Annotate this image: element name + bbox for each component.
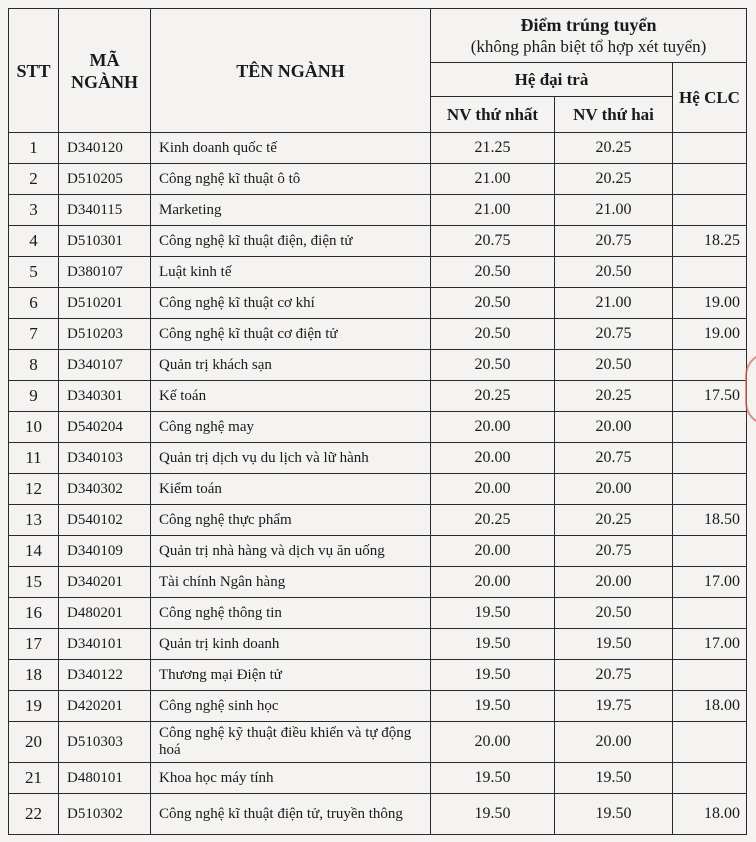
table-row bbox=[9, 319, 747, 350]
admission-score-table bbox=[8, 8, 747, 835]
header-diem bbox=[431, 9, 747, 63]
header-ten-nganh: TÊN NGÀNH bbox=[151, 9, 431, 133]
header-diem-subtitle: (không phân biệt tổ hợp xét tuyển) bbox=[470, 36, 707, 56]
cell-clc: 18.25 bbox=[673, 226, 747, 257]
cell-ten-nganh: Quản trị dịch vụ du lịch và lữ hành bbox=[151, 443, 431, 474]
table-row bbox=[9, 660, 747, 691]
cell-ten-nganh: Công nghệ kĩ thuật cơ điện tử bbox=[151, 319, 431, 350]
cell-ma-nganh: D510203 bbox=[59, 319, 151, 350]
cell-ma-nganh: D340115 bbox=[59, 195, 151, 226]
table-row bbox=[9, 412, 747, 443]
cell-stt: 13 bbox=[9, 505, 59, 536]
cell-stt: 20 bbox=[9, 722, 59, 763]
cell-stt: 9 bbox=[9, 381, 59, 412]
header-stt: STT bbox=[9, 9, 59, 133]
cell-ten-nganh: Công nghệ kỹ thuật điều khiển và tự động hoá bbox=[151, 722, 431, 763]
cell-nv1: 19.50 bbox=[431, 794, 555, 835]
cell-ten-nganh: Kinh doanh quốc tế bbox=[151, 133, 431, 164]
cell-nv2: 20.75 bbox=[555, 226, 673, 257]
cell-clc: 17.00 bbox=[673, 567, 747, 598]
cell-clc: 17.00 bbox=[673, 629, 747, 660]
cell-stt: 18 bbox=[9, 660, 59, 691]
cell-nv2: 19.50 bbox=[555, 629, 673, 660]
cell-nv1: 19.50 bbox=[431, 691, 555, 722]
cell-stt: 16 bbox=[9, 598, 59, 629]
cell-ten-nganh: Công nghệ thực phẩm bbox=[151, 505, 431, 536]
cell-ma-nganh: D540204 bbox=[59, 412, 151, 443]
cell-stt: 11 bbox=[9, 443, 59, 474]
table-row bbox=[9, 133, 747, 164]
cell-ten-nganh: Marketing bbox=[151, 195, 431, 226]
table-row bbox=[9, 288, 747, 319]
cell-nv2: 20.75 bbox=[555, 660, 673, 691]
table-row bbox=[9, 536, 747, 567]
cell-stt: 6 bbox=[9, 288, 59, 319]
header-he-clc: Hệ CLC bbox=[673, 63, 747, 133]
cell-ma-nganh: D540102 bbox=[59, 505, 151, 536]
cell-ten-nganh: Quản trị khách sạn bbox=[151, 350, 431, 381]
table-row bbox=[9, 567, 747, 598]
cell-stt: 5 bbox=[9, 257, 59, 288]
cell-nv1: 20.50 bbox=[431, 350, 555, 381]
cell-nv1: 20.50 bbox=[431, 319, 555, 350]
cell-ten-nganh: Luật kinh tế bbox=[151, 257, 431, 288]
cell-nv2: 21.00 bbox=[555, 195, 673, 226]
table-row bbox=[9, 381, 747, 412]
cell-nv1: 21.00 bbox=[431, 195, 555, 226]
cell-clc: 18.00 bbox=[673, 691, 747, 722]
table-row bbox=[9, 164, 747, 195]
cell-clc bbox=[673, 195, 747, 226]
table-row bbox=[9, 691, 747, 722]
cell-ma-nganh: D340101 bbox=[59, 629, 151, 660]
cell-ten-nganh: Quản trị kinh doanh bbox=[151, 629, 431, 660]
cell-nv2: 20.50 bbox=[555, 350, 673, 381]
cell-ma-nganh: D340302 bbox=[59, 474, 151, 505]
cell-stt: 19 bbox=[9, 691, 59, 722]
cell-ma-nganh: D340122 bbox=[59, 660, 151, 691]
cell-ma-nganh: D340201 bbox=[59, 567, 151, 598]
table-row bbox=[9, 350, 747, 381]
cell-stt: 15 bbox=[9, 567, 59, 598]
cell-nv1: 20.25 bbox=[431, 505, 555, 536]
cell-nv2: 20.75 bbox=[555, 319, 673, 350]
table-row bbox=[9, 226, 747, 257]
cell-nv2: 19.75 bbox=[555, 691, 673, 722]
cell-clc: 18.50 bbox=[673, 505, 747, 536]
header-diem-title: Điểm trúng tuyển bbox=[520, 14, 657, 35]
table-row bbox=[9, 763, 747, 794]
table-row bbox=[9, 443, 747, 474]
cell-clc bbox=[673, 412, 747, 443]
cell-nv1: 19.50 bbox=[431, 598, 555, 629]
cell-nv2: 20.75 bbox=[555, 443, 673, 474]
cell-stt: 8 bbox=[9, 350, 59, 381]
header-he-dai-tra: Hệ đại trà bbox=[431, 63, 673, 97]
cell-nv2: 19.50 bbox=[555, 763, 673, 794]
cell-clc bbox=[673, 660, 747, 691]
cell-stt: 7 bbox=[9, 319, 59, 350]
cell-nv1: 20.00 bbox=[431, 722, 555, 763]
cell-ma-nganh: D510303 bbox=[59, 722, 151, 763]
cell-ten-nganh: Tài chính Ngân hàng bbox=[151, 567, 431, 598]
cell-nv2: 20.25 bbox=[555, 505, 673, 536]
cell-nv2: 20.00 bbox=[555, 567, 673, 598]
table-row bbox=[9, 505, 747, 536]
cell-nv1: 20.50 bbox=[431, 257, 555, 288]
cell-nv1: 21.25 bbox=[431, 133, 555, 164]
cell-ma-nganh: D480101 bbox=[59, 763, 151, 794]
cell-nv1: 20.50 bbox=[431, 288, 555, 319]
cell-ten-nganh: Công nghệ kĩ thuật cơ khí bbox=[151, 288, 431, 319]
table-body bbox=[9, 133, 747, 835]
cell-ten-nganh: Công nghệ may bbox=[151, 412, 431, 443]
cell-clc bbox=[673, 133, 747, 164]
cell-ma-nganh: D380107 bbox=[59, 257, 151, 288]
cell-nv1: 20.00 bbox=[431, 443, 555, 474]
cell-nv2: 20.00 bbox=[555, 722, 673, 763]
cell-stt: 12 bbox=[9, 474, 59, 505]
header-ma-nganh: MÃ NGÀNH bbox=[59, 9, 151, 133]
cell-stt: 10 bbox=[9, 412, 59, 443]
cell-stt: 22 bbox=[9, 794, 59, 835]
cell-ten-nganh: Kế toán bbox=[151, 381, 431, 412]
cell-nv2: 20.25 bbox=[555, 164, 673, 195]
cell-nv2: 20.75 bbox=[555, 536, 673, 567]
cell-nv1: 20.25 bbox=[431, 381, 555, 412]
cell-nv1: 19.50 bbox=[431, 763, 555, 794]
cell-clc bbox=[673, 598, 747, 629]
cell-stt: 2 bbox=[9, 164, 59, 195]
table-row bbox=[9, 722, 747, 763]
cell-nv1: 20.75 bbox=[431, 226, 555, 257]
cell-ten-nganh: Công nghệ kĩ thuật điện tử, truyền thông bbox=[151, 794, 431, 835]
table-row bbox=[9, 598, 747, 629]
cell-nv2: 19.50 bbox=[555, 794, 673, 835]
cell-nv2: 20.25 bbox=[555, 133, 673, 164]
table-row bbox=[9, 257, 747, 288]
cell-stt: 3 bbox=[9, 195, 59, 226]
cell-ma-nganh: D510302 bbox=[59, 794, 151, 835]
cell-clc: 17.50 bbox=[673, 381, 747, 412]
cell-nv1: 20.00 bbox=[431, 567, 555, 598]
cell-nv1: 19.50 bbox=[431, 629, 555, 660]
cell-clc: 19.00 bbox=[673, 319, 747, 350]
table-header bbox=[9, 9, 747, 133]
cell-ma-nganh: D340107 bbox=[59, 350, 151, 381]
cell-nv1: 20.00 bbox=[431, 412, 555, 443]
cell-nv2: 20.50 bbox=[555, 257, 673, 288]
cell-ma-nganh: D340120 bbox=[59, 133, 151, 164]
cell-clc bbox=[673, 722, 747, 763]
cell-clc: 18.00 bbox=[673, 794, 747, 835]
cell-clc bbox=[673, 763, 747, 794]
header-nv1: NV thứ nhất bbox=[431, 97, 555, 133]
cell-ma-nganh: D510301 bbox=[59, 226, 151, 257]
cell-ten-nganh: Công nghệ sinh học bbox=[151, 691, 431, 722]
cell-ma-nganh: D340103 bbox=[59, 443, 151, 474]
cell-ten-nganh: Thương mại Điện tử bbox=[151, 660, 431, 691]
cell-nv1: 20.00 bbox=[431, 474, 555, 505]
cell-ma-nganh: D510201 bbox=[59, 288, 151, 319]
table-row bbox=[9, 474, 747, 505]
cell-ten-nganh: Công nghệ kĩ thuật điện, điện tử bbox=[151, 226, 431, 257]
cell-ten-nganh: Công nghệ kĩ thuật ô tô bbox=[151, 164, 431, 195]
cell-clc bbox=[673, 164, 747, 195]
cell-clc bbox=[673, 474, 747, 505]
cell-nv1: 19.50 bbox=[431, 660, 555, 691]
cell-ma-nganh: D420201 bbox=[59, 691, 151, 722]
cell-stt: 14 bbox=[9, 536, 59, 567]
header-nv2: NV thứ hai bbox=[555, 97, 673, 133]
table-row bbox=[9, 195, 747, 226]
cell-ten-nganh: Công nghệ thông tin bbox=[151, 598, 431, 629]
cell-nv2: 20.25 bbox=[555, 381, 673, 412]
cell-nv2: 20.00 bbox=[555, 412, 673, 443]
cell-nv1: 20.00 bbox=[431, 536, 555, 567]
cell-stt: 17 bbox=[9, 629, 59, 660]
table-row bbox=[9, 629, 747, 660]
cell-clc bbox=[673, 536, 747, 567]
table-row bbox=[9, 794, 747, 835]
cell-nv2: 20.50 bbox=[555, 598, 673, 629]
cell-stt: 4 bbox=[9, 226, 59, 257]
cell-ma-nganh: D340301 bbox=[59, 381, 151, 412]
cell-ten-nganh: Quản trị nhà hàng và dịch vụ ăn uống bbox=[151, 536, 431, 567]
cell-ten-nganh: Khoa học máy tính bbox=[151, 763, 431, 794]
cell-ten-nganh: Kiểm toán bbox=[151, 474, 431, 505]
cell-clc: 19.00 bbox=[673, 288, 747, 319]
cell-ma-nganh: D480201 bbox=[59, 598, 151, 629]
cell-ma-nganh: D340109 bbox=[59, 536, 151, 567]
cell-nv1: 21.00 bbox=[431, 164, 555, 195]
cell-clc bbox=[673, 257, 747, 288]
cell-stt: 21 bbox=[9, 763, 59, 794]
cell-clc bbox=[673, 443, 747, 474]
cell-nv2: 21.00 bbox=[555, 288, 673, 319]
cell-nv2: 20.00 bbox=[555, 474, 673, 505]
cell-stt: 1 bbox=[9, 133, 59, 164]
cell-ma-nganh: D510205 bbox=[59, 164, 151, 195]
cell-clc bbox=[673, 350, 747, 381]
